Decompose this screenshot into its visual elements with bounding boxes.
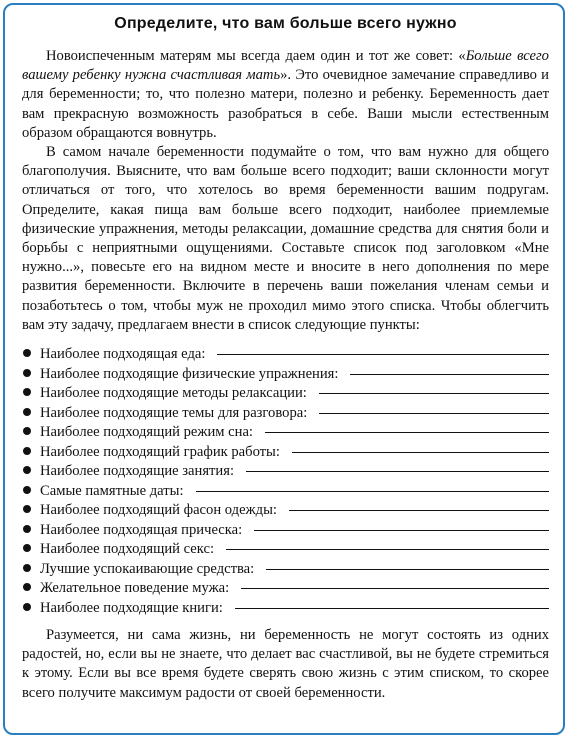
checklist-label: Лучшие успокаивающие средства: bbox=[40, 560, 255, 577]
fill-in-line[interactable] bbox=[196, 491, 550, 492]
checklist-item bbox=[22, 482, 549, 502]
fill-in-line[interactable] bbox=[292, 452, 549, 453]
fill-in-line[interactable] bbox=[265, 432, 549, 433]
checklist-label: Наиболее подходящие физические упражнения: bbox=[40, 365, 339, 382]
bullet-icon bbox=[23, 388, 31, 396]
fill-in-line[interactable] bbox=[319, 413, 549, 414]
bullet-icon bbox=[23, 427, 31, 435]
checklist-item bbox=[22, 443, 549, 463]
checklist-item bbox=[22, 521, 549, 541]
checklist-label: Самые памятные даты: bbox=[40, 482, 184, 499]
checklist-item bbox=[22, 423, 549, 443]
checklist-label: Наиболее подходящие книги: bbox=[40, 599, 223, 616]
bullet-icon bbox=[23, 603, 31, 611]
intro-text-end: ». Это очевидное замечание справедливо и для беременности; то, что полезно матери, полезно и ребенку. Беременность дает вам прекрасную возможность разобраться в себе. Ваши мысли естественным образом обращаются вовнутрь. bbox=[22, 67, 549, 141]
bullet-icon bbox=[23, 447, 31, 455]
checklist-label: Наиболее подходящий фасон одежды: bbox=[40, 502, 277, 519]
checklist-label: Наиболее подходящие темы для разговора: bbox=[40, 404, 308, 421]
checklist-item bbox=[22, 501, 549, 521]
fill-in-line[interactable] bbox=[289, 510, 549, 511]
sidebar-box bbox=[3, 3, 565, 735]
bullet-icon bbox=[23, 408, 31, 416]
fill-in-line[interactable] bbox=[319, 393, 549, 394]
fill-in-line[interactable] bbox=[226, 549, 549, 550]
checklist-label: Наиболее подходящая еда: bbox=[40, 346, 206, 363]
checklist-item bbox=[22, 579, 549, 599]
checklist-item bbox=[22, 404, 549, 424]
checklist-item bbox=[22, 599, 549, 619]
checklist-label: Наиболее подходящие методы релаксации: bbox=[40, 385, 307, 402]
bullet-icon bbox=[23, 544, 31, 552]
fill-in-line[interactable] bbox=[350, 374, 549, 375]
fill-in-line[interactable] bbox=[254, 530, 549, 531]
intro-text-start: Новоиспеченным матерям мы всегда даем один и тот же совет: « bbox=[46, 48, 466, 64]
checklist-label: Наиболее подходящий секс: bbox=[40, 541, 215, 558]
checklist-item bbox=[22, 560, 549, 580]
checklist-label: Наиболее подходящий график работы: bbox=[40, 443, 280, 460]
checklist-item bbox=[22, 384, 549, 404]
intro-quote: Больше всего вашему ребенку нужна счастливая мать bbox=[22, 48, 549, 84]
fill-in-line[interactable] bbox=[241, 588, 549, 589]
checklist-item bbox=[22, 540, 549, 560]
intro-paragraph bbox=[22, 47, 549, 143]
checklist-label: Наиболее подходящие занятия: bbox=[40, 463, 235, 480]
bullet-icon bbox=[23, 466, 31, 474]
bullet-icon bbox=[23, 369, 31, 377]
bullet-icon bbox=[23, 349, 31, 357]
checklist-label: Желательное поведение мужа: bbox=[40, 580, 230, 597]
fill-in-line[interactable] bbox=[246, 471, 549, 472]
box-title: Определите, что вам больше всего нужно bbox=[114, 15, 457, 32]
fill-in-line[interactable] bbox=[266, 569, 549, 570]
checklist-item bbox=[22, 345, 549, 365]
needs-checklist bbox=[22, 345, 549, 618]
bullet-icon bbox=[23, 525, 31, 533]
bullet-icon bbox=[23, 583, 31, 591]
checklist-label: Наиболее подходящий режим сна: bbox=[40, 424, 253, 441]
advice-paragraph: В самом начале беременности подумайте о том, что вам нужно для общего благополучия. Выясните, что вам больше всего подходит; ваши склонности могут отличаться от того, что хотелось во время беременности вашим подругам. Определите, какая пища вам больше всего подходит, наиболее приемлемые физические упражнения, методы релаксации, домашние средства для снятия боли и борьбы с неприятными ощущениями. Составьте список под заголовком «Мне нужно...», повесьте его на видном месте и вносите в него дополнения по мере развития беременности. Включите в перечень ваши пожелания членам семьи и позаботьтесь о том, чтобы муж не проходил мимо этого списка. Чтобы облегчить вам эту задачу, предлагаем внести в список следующие пункты: bbox=[22, 144, 549, 333]
checklist-item bbox=[22, 462, 549, 482]
bullet-icon bbox=[23, 486, 31, 494]
bullet-icon bbox=[23, 564, 31, 572]
fill-in-line[interactable] bbox=[217, 354, 549, 355]
fill-in-line[interactable] bbox=[235, 608, 549, 609]
conclusion-paragraph: Разумеется, ни сама жизнь, ни беременность не могут состоять из одних радостей, но, если вы не знаете, что делает вас счастливой, вы не будете стремиться к этому. Если вы все время будете сверять свою жизнь с этим списком, то скорее всего получите максимум радости от своей беременности. bbox=[22, 627, 549, 701]
bullet-icon bbox=[23, 505, 31, 513]
checklist-item bbox=[22, 365, 549, 385]
checklist-label: Наиболее подходящая прическа: bbox=[40, 521, 243, 538]
